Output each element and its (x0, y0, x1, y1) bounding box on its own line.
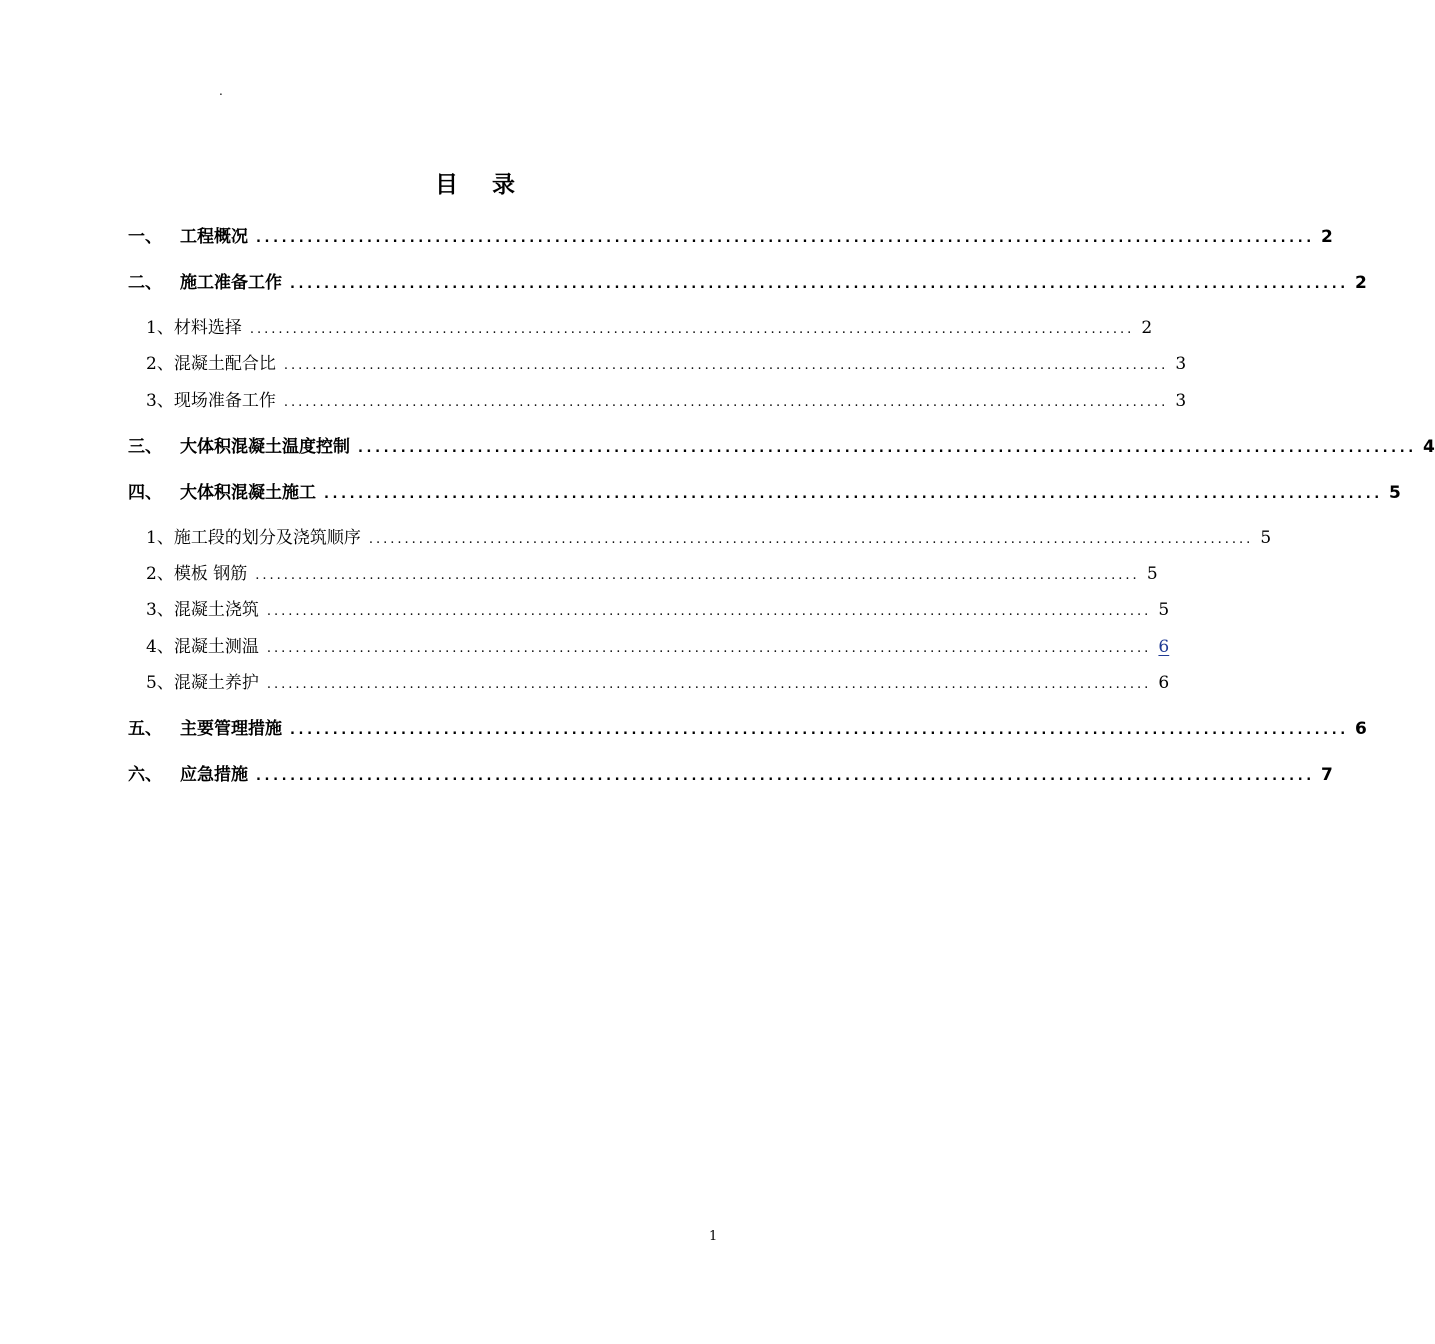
toc-entry-number: 四、 (128, 483, 162, 503)
toc-entry-number: 五、 (128, 719, 162, 739)
toc-entry-page: 2 (1141, 318, 1153, 338)
toc-entry-page: 5 (1146, 564, 1158, 584)
dot-leader: ............................................................................................................................ (358, 441, 1417, 456)
toc-entry-label: 2、模板 钢筋 (146, 564, 248, 584)
toc-title-part-2: 录 (492, 172, 515, 198)
toc-entry-label: 3、现场准备工作 (146, 391, 276, 411)
header-mark: . (219, 84, 223, 98)
toc-entry-page: 3 (1175, 391, 1187, 411)
toc-entry-label: 大体积混凝土温度控制 (180, 437, 350, 457)
toc-entry-label: 工程概况 (180, 227, 248, 247)
page-number: 1 (709, 1229, 718, 1244)
toc-entry-label: 应急措施 (180, 765, 248, 785)
dot-leader: ............................................................................................................................ (249, 322, 1135, 337)
toc-entry-6[interactable] (128, 762, 1333, 788)
dot-leader: ............................................................................................................................ (266, 677, 1152, 692)
toc-entry-2[interactable] (128, 270, 1367, 296)
toc-entry-4-5[interactable] (146, 670, 1170, 696)
toc-entry-2-2[interactable] (146, 351, 1187, 377)
toc-entry-label: 5、混凝土养护 (146, 673, 259, 693)
toc-entry-2-1[interactable] (146, 315, 1153, 341)
toc-entry-label: 2、混凝土配合比 (146, 354, 276, 374)
toc-entry-1[interactable] (128, 224, 1333, 250)
dot-leader: ............................................................................................................................ (256, 231, 1315, 246)
toc-entry-page: 3 (1175, 354, 1187, 374)
toc-entry-label: 1、材料选择 (146, 318, 242, 338)
toc-entry-page: 7 (1320, 765, 1333, 785)
dot-leader: ............................................................................................................................ (368, 532, 1254, 547)
toc-entry-2-3[interactable] (146, 388, 1187, 414)
toc-entry-4-3[interactable] (146, 597, 1170, 623)
toc-entry-4-4[interactable] (146, 634, 1170, 660)
toc-entry-number: 一、 (128, 227, 162, 247)
toc-entry-number: 三、 (128, 437, 162, 457)
toc-entry-page: 2 (1320, 227, 1333, 247)
toc-entry-4[interactable] (128, 480, 1401, 506)
dot-leader: ............................................................................................................................ (290, 723, 1349, 738)
toc-entry-label: 施工准备工作 (180, 273, 282, 293)
dot-leader: ............................................................................................................................ (256, 769, 1315, 784)
toc-entry-4-1[interactable] (146, 525, 1272, 551)
toc-entry-number: 二、 (128, 273, 162, 293)
dot-leader: ............................................................................................................................ (290, 277, 1349, 292)
toc-entry-page: 2 (1354, 273, 1367, 293)
dot-leader: ............................................................................................................................ (324, 487, 1383, 502)
toc-entry-page: 4 (1422, 437, 1435, 457)
dot-leader: ............................................................................................................................ (266, 604, 1152, 619)
dot-leader: ............................................................................................................................ (255, 568, 1140, 583)
toc-entry-page-link[interactable]: 6 (1158, 637, 1170, 657)
dot-leader: ............................................................................................................................ (283, 395, 1169, 410)
toc-entry-label: 1、施工段的划分及浇筑顺序 (146, 528, 361, 548)
dot-leader: ............................................................................................................................ (266, 641, 1152, 656)
toc-title-part-1: 目 (435, 172, 458, 198)
toc-entry-page: 5 (1388, 483, 1401, 503)
toc-entry-page: 6 (1158, 673, 1170, 693)
toc-entry-4-2[interactable] (146, 561, 1158, 587)
toc-entry-page: 5 (1260, 528, 1272, 548)
toc-entry-5[interactable] (128, 716, 1367, 742)
toc-entry-label: 3、混凝土浇筑 (146, 600, 259, 620)
toc-entry-label: 大体积混凝土施工 (180, 483, 316, 503)
toc-entry-label: 4、混凝土测温 (146, 637, 259, 657)
toc-title (0, 168, 950, 202)
toc-entry-number: 六、 (128, 765, 162, 785)
toc-entry-page: 5 (1158, 600, 1170, 620)
toc-entry-3[interactable] (128, 434, 1435, 460)
toc-entry-page: 6 (1354, 719, 1367, 739)
dot-leader: ............................................................................................................................ (283, 358, 1169, 373)
toc-entry-label: 主要管理措施 (180, 719, 282, 739)
